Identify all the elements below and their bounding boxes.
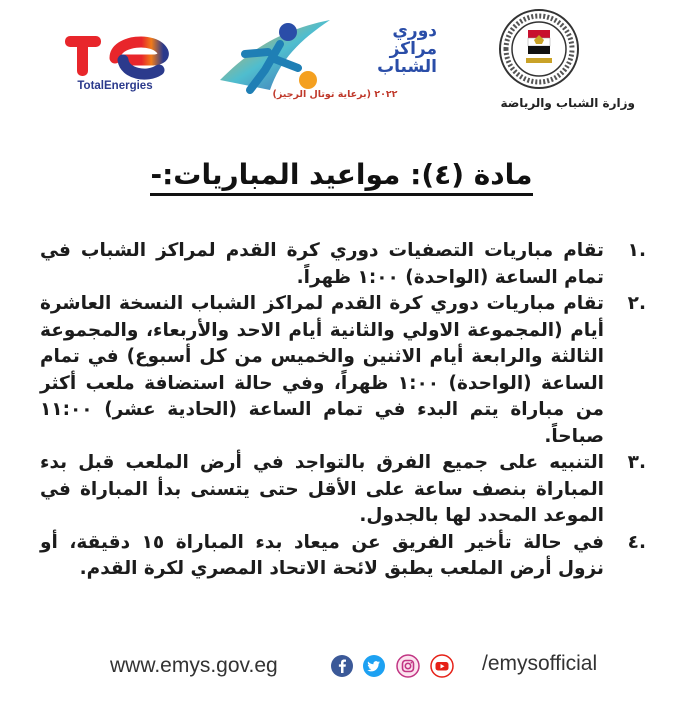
youtube-icon[interactable] [430, 654, 454, 678]
ministry-name: وزارة الشباب والرياضة [500, 96, 635, 110]
league-logo [210, 10, 445, 105]
league-title-line: مراكز [389, 39, 437, 59]
item-text: في حالة تأخير الفريق عن ميعاد بدء المباراة ١٥ دقيقة، أو نزول أرض الملعب يطبق لائحة الاتحاد المصري لكرة القدم. [40, 531, 605, 579]
footer [0, 648, 683, 688]
item-text: تقام مباريات دوري كرة القدم لمراكز الشباب النسخة العاشرة أيام (المجموعة الاولي والثانية أيام الاحد والأربعاء، والمجموعة الثالثة والرابعة أيام الاثنين والخميس من كل أسبوع) في تمام الساعة (الواحدة) ١:٠٠ ظهراً، وفي حالة استضافة ملعب أكثر من مباراة يتم البدء في تمام الساعة (الحادية عشر) ١١:٠٠ صباحاً. [40, 293, 604, 447]
league-title [327, 22, 437, 76]
league-subtitle: ٢٠٢٢ (برعاية توتال الرجيز) [272, 89, 398, 100]
twitter-icon[interactable] [362, 654, 386, 678]
ministry-logo [480, 8, 650, 113]
rules-list [40, 238, 646, 583]
league-title-line: دوري [392, 21, 437, 41]
list-item [40, 530, 646, 583]
item-number: .٣ [627, 452, 646, 473]
list-item [40, 450, 646, 530]
totalenergies-logo [55, 30, 175, 100]
sponsor-name: TotalEnergies [77, 80, 153, 92]
instagram-icon[interactable] [396, 654, 420, 678]
article-title [0, 158, 683, 191]
item-number: .٤ [627, 531, 646, 553]
item-text: التنبيه على جميع الفرق بالتواجد في أرض الملعب قبل بدء المباراة بنصف ساعة على الأقل حتى يتسنى بدأ المباراة في الموعد المحدد لها بالجدول. [40, 452, 604, 526]
list-item [40, 291, 646, 450]
item-text: تقام مباريات التصفيات دوري كرة القدم لمراكز الشباب في تمام الساعة (الواحدة) ١:٠٠ ظهراً. [40, 240, 604, 288]
list-item [40, 238, 646, 291]
totalenergies-mark-icon [55, 30, 175, 82]
social-handle[interactable]: /emysofficial [482, 652, 598, 675]
header [0, 0, 683, 120]
website-link[interactable]: www.emys.gov.eg [110, 654, 278, 677]
article-title-text: مادة (٤): مواعيد المباريات:- [150, 158, 532, 196]
facebook-icon[interactable] [330, 654, 354, 678]
league-title-line: الشباب [377, 57, 437, 77]
ministry-seal-icon [498, 8, 580, 90]
item-number: .١ [627, 240, 646, 261]
item-number: .٢ [627, 293, 646, 314]
